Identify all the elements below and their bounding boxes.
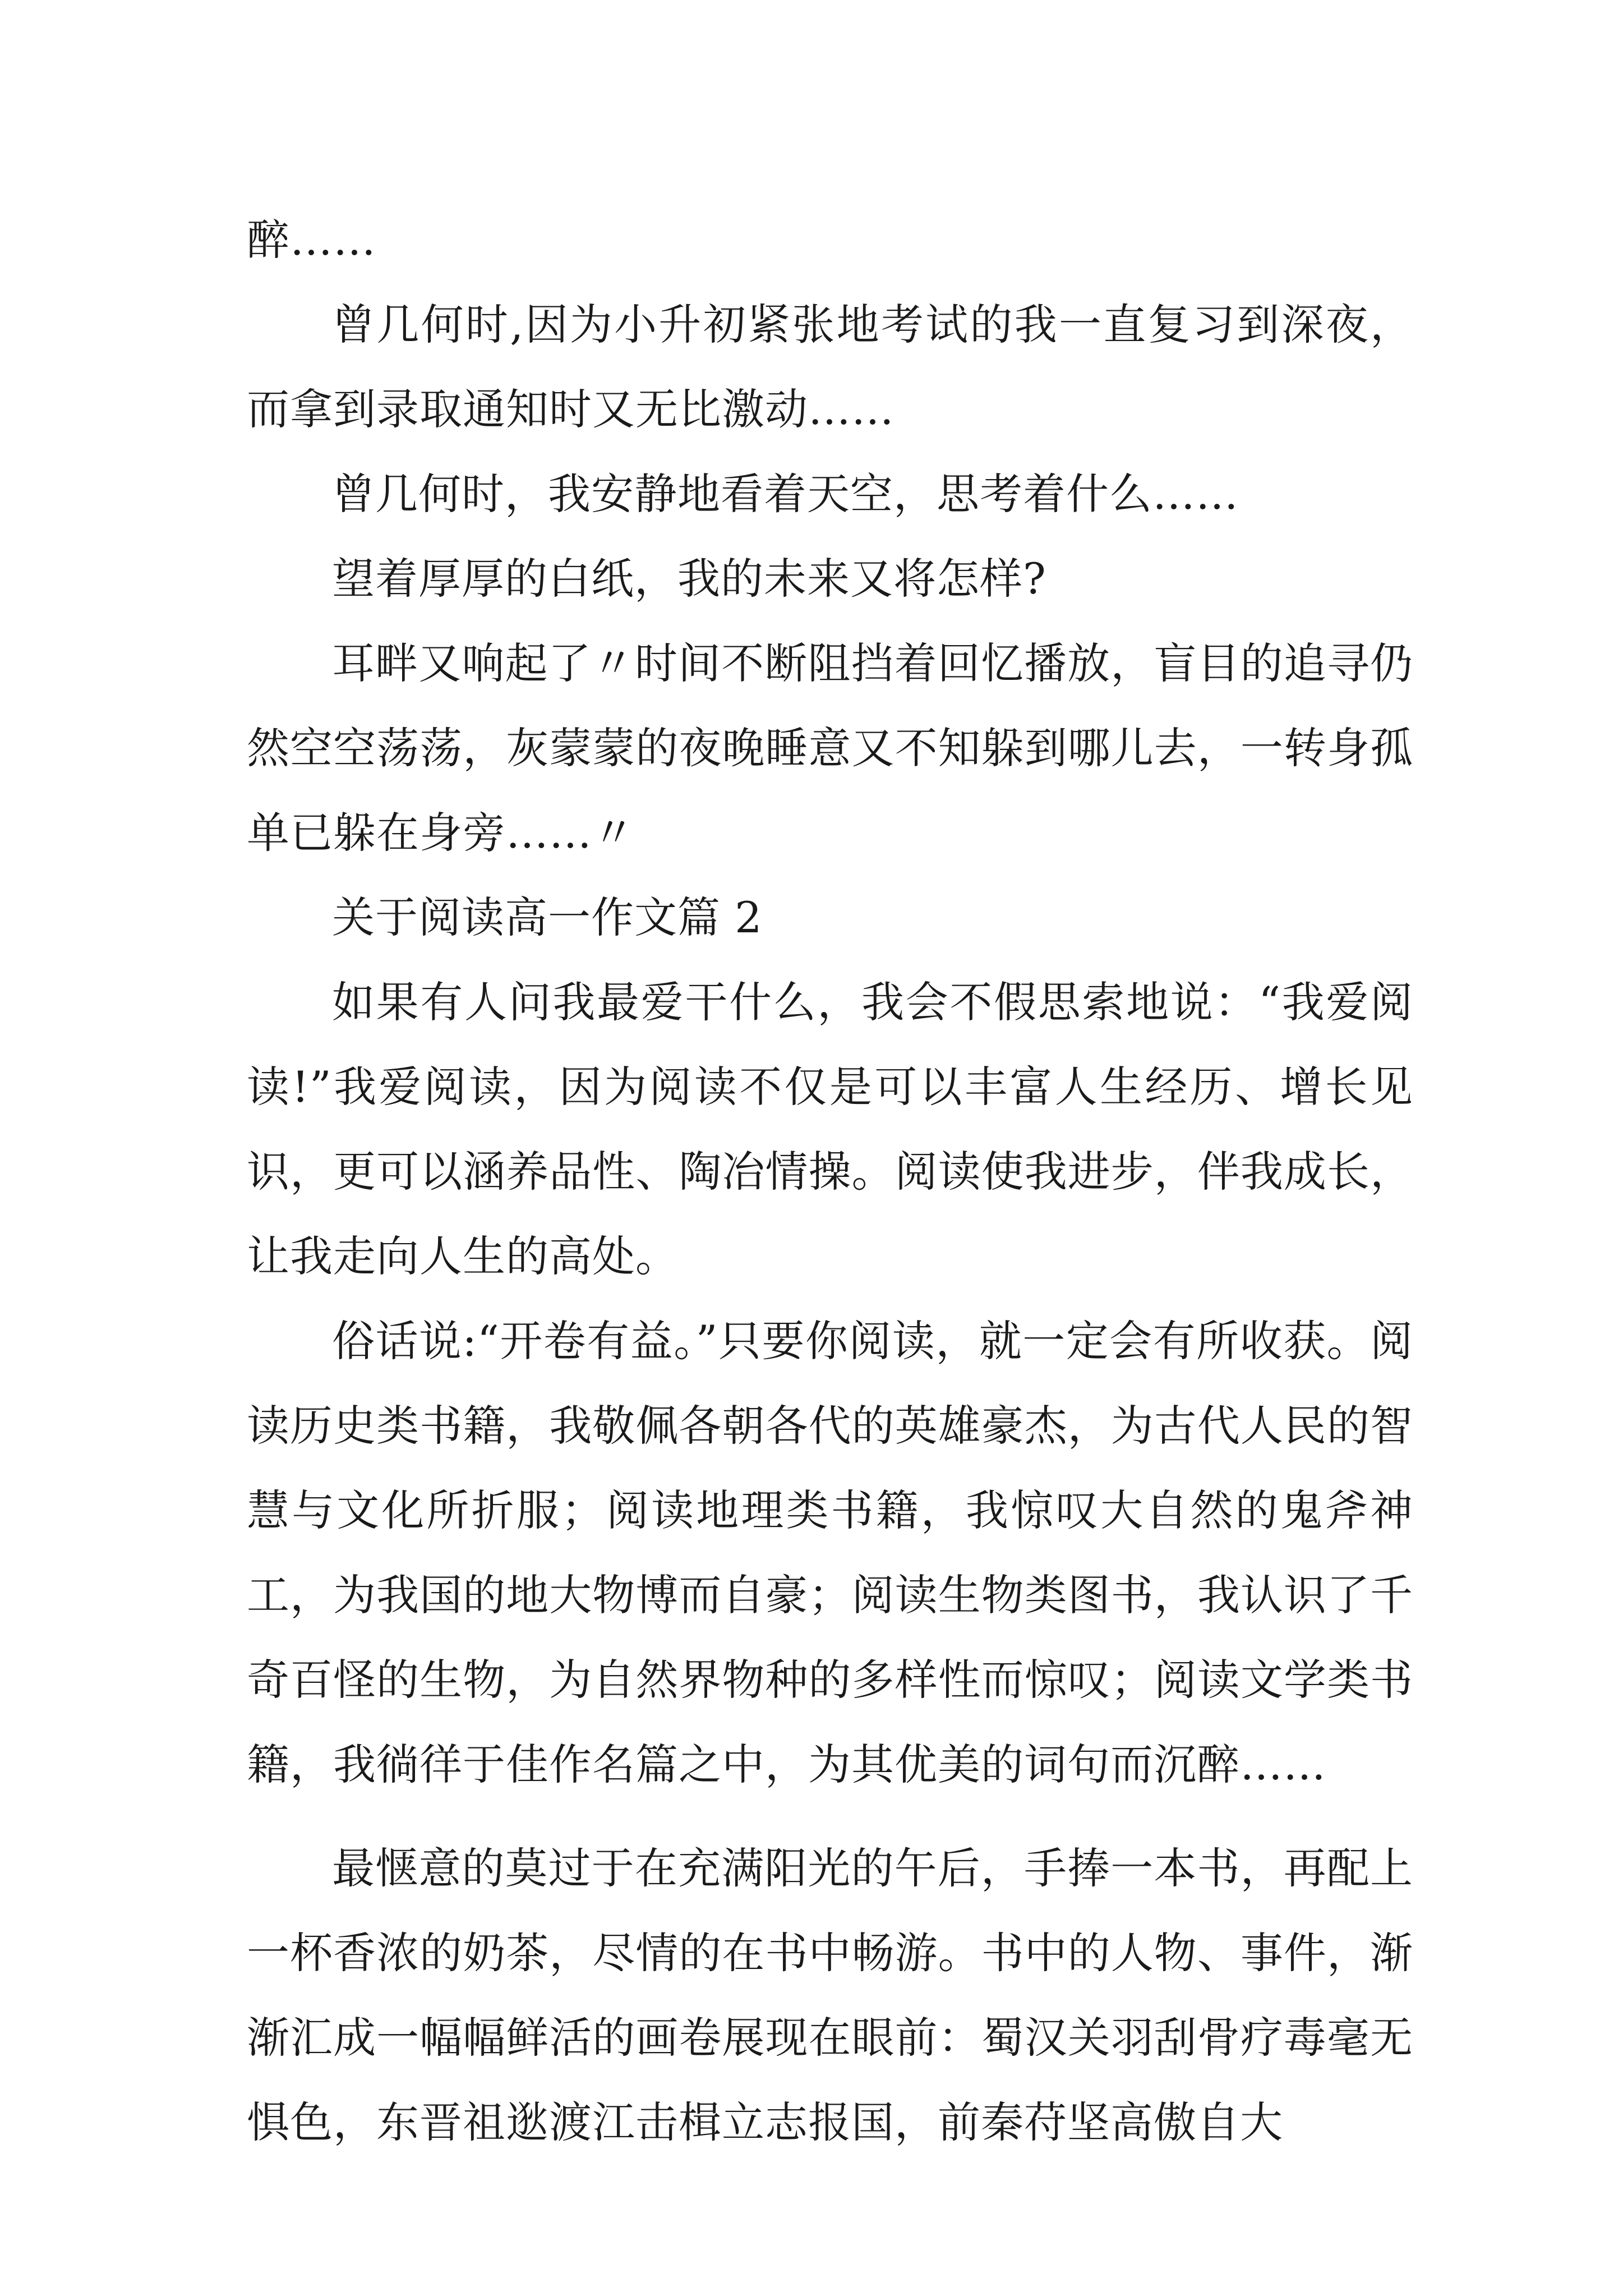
section-heading: 关于阅读高一作文篇 2: [332, 892, 763, 942]
paragraph: 曾几何时，我安静地看着天空，思考着什么……: [332, 469, 1239, 519]
paragraph: 曾几何时,因为小升初紧张地考试的我一直复习到深夜，而拿到录取通知时又无比激动……: [247, 300, 1413, 434]
paragraph: 最惬意的莫过于在充满阳光的午后，手捧一本书，再配上一杯香浓的奶茶，尽情的在书中畅游。书中的人物、事件，渐渐汇成一幅幅鲜活的画卷展现在眼前：蜀汉关羽刮骨疗毒毫无惧色，东晋祖逖渡江击楫立志报国，前秦苻坚高傲自大: [247, 1843, 1413, 2147]
paragraph: 耳畔又响起了〃时间不断阻挡着回忆播放，盲目的追寻仍然空空荡荡，灰蒙蒙的夜晚睡意又不知躲到哪儿去，一转身孤单已躲在身旁……〃: [247, 638, 1413, 858]
paragraph: 俗话说:“开卷有益。”只要你阅读，就一定会有所收获。阅读历史类书籍，我敬佩各朝各代的英雄豪杰，为古代人民的智慧与文化所折服；阅读地理类书籍，我惊叹大自然的鬼斧神工，为我国的地大物博而自豪；阅读生物类图书，我认识了千奇百怪的生物，为自然界物种的多样性而惊叹；阅读文学类书籍，我徜徉于佳作名篇之中，为其优美的词句而沉醉……: [247, 1316, 1413, 1789]
paragraph-continuation: 醉……: [247, 215, 376, 265]
paragraph: 望着厚厚的白纸，我的未来又将怎样?: [332, 554, 1046, 604]
paragraph: 如果有人问我最爱干什么，我会不假思索地说：“我爱阅读!”我爱阅读，因为阅读不仅是可以丰富人生经历、增长见识，更可以涵养品性、陶冶情操。阅读使我进步，伴我成长，让我走向人生的高处。: [247, 977, 1413, 1281]
body-text: [247, 197, 1413, 2165]
